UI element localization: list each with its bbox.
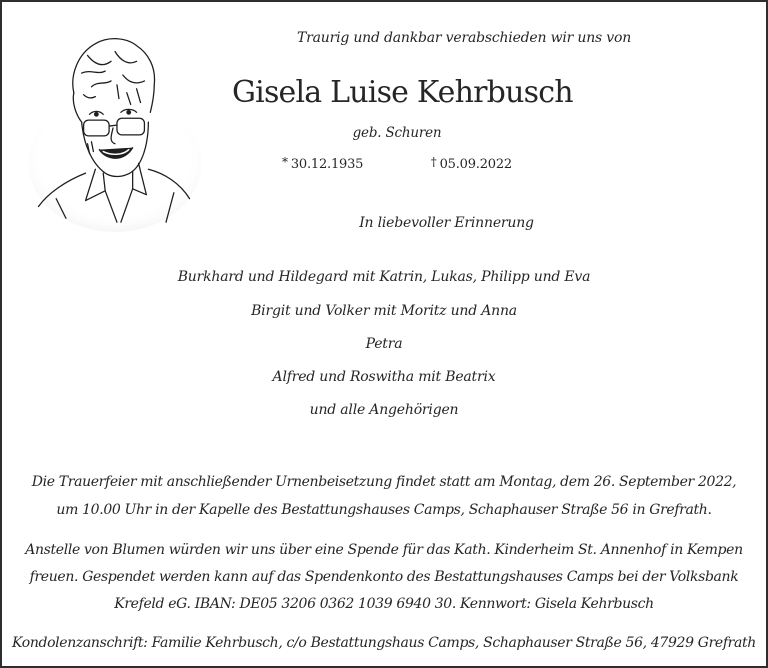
death-date-value: 05.09.2022 <box>439 157 512 172</box>
condolence-address: Kondolenzanschrift: Familie Kehrbusch, c/o Bestattungshaus Camps, Schaphauser Straße 56, 47929 Grefrath <box>12 635 756 651</box>
donation-line: freuen. Gespendet werden kann auf das Spendenkonto des Bestattungshauses Camps bei der Volksbank <box>29 569 739 585</box>
birth-star-icon: * <box>282 155 288 169</box>
family-line: Alfred und Roswitha mit Beatrix <box>272 369 496 385</box>
deceased-name: Gisela Luise Kehrbusch <box>232 75 573 110</box>
intro-text: Traurig und dankbar verabschieden wir uns von <box>296 30 632 46</box>
life-dates <box>282 155 512 172</box>
portrait-sketch-icon <box>24 26 206 232</box>
ceremony-line: um 10.00 Uhr in der Kapelle des Bestattungshauses Camps, Schaphauser Straße 56 in Grefrath. <box>56 502 712 518</box>
donation-line: Krefeld eG. IBAN: DE05 3206 0362 1039 6940 30. Kennwort: Gisela Kehrbusch <box>114 596 654 612</box>
death-date <box>431 155 512 172</box>
family-line: Birgit und Volker mit Moritz und Anna <box>251 303 517 319</box>
birth-date <box>282 155 363 172</box>
maiden-name: geb. Schuren <box>352 125 442 141</box>
cross-icon: † <box>430 155 437 169</box>
memory-line: In liebevoller Erinnerung <box>359 215 534 231</box>
family-line: Burkhard und Hildegard mit Katrin, Lukas, Philipp und Eva <box>177 269 591 285</box>
ceremony-line: Die Trauerfeier mit anschließender Urnenbeisetzung findet statt am Montag, dem 26. September 2022, <box>31 474 737 490</box>
family-line: und alle Angehörigen <box>309 402 459 418</box>
family-line: Petra <box>365 336 403 352</box>
donation-line: Anstelle von Blumen würden wir uns über eine Spende für das Kath. Kinderheim St. Annenhof in Kempen <box>25 542 743 558</box>
birth-date-value: 30.12.1935 <box>290 157 364 172</box>
